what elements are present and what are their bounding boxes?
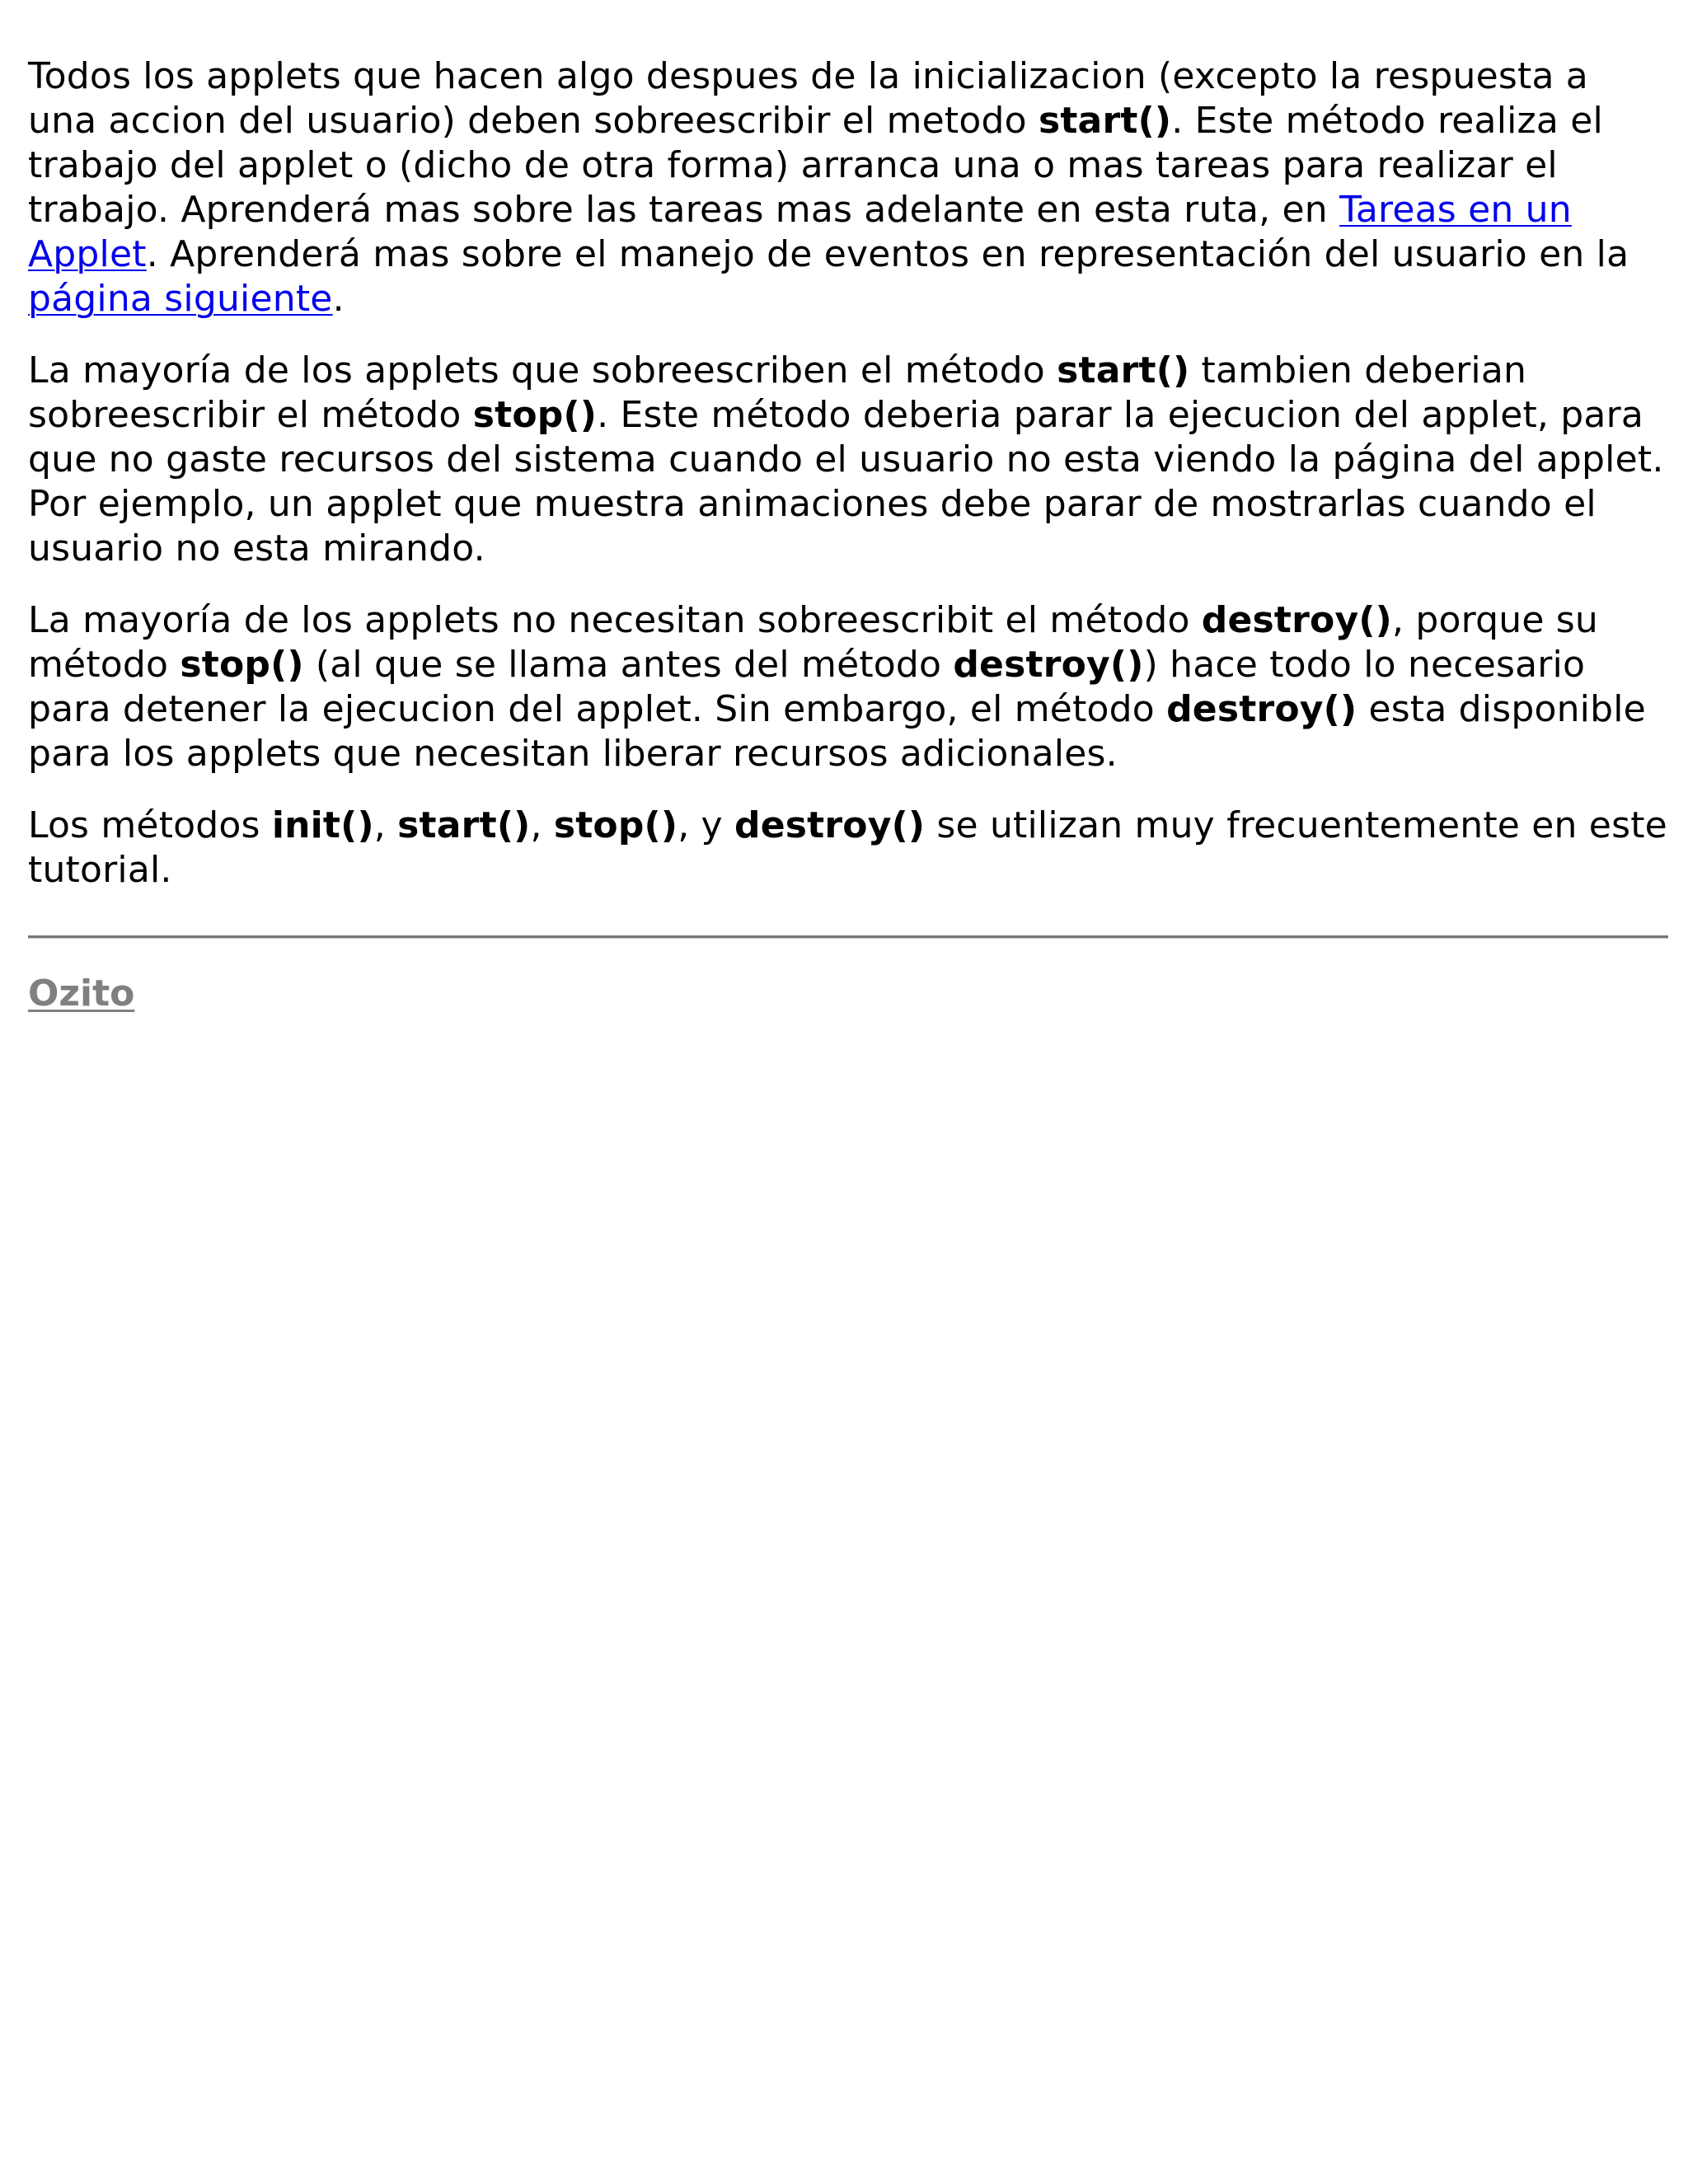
text: tambien deberian sobreescribir el método (28, 349, 1527, 436)
text: , porque su método (28, 599, 1598, 686)
code-destroy: destroy() (734, 804, 926, 846)
text: , (373, 804, 398, 846)
text: La mayoría de los applets no necesitan sobreescribit el método (28, 599, 1202, 641)
text: . (332, 278, 345, 320)
code-destroy: destroy() (1166, 688, 1357, 730)
code-start: start() (1038, 100, 1172, 142)
text: ) hace todo lo necesario para detener la ejecucion del applet. Sin embargo, el método (28, 644, 1586, 730)
paragraph-stop-method (28, 349, 1668, 571)
code-init: init() (271, 804, 374, 846)
code-stop: stop() (180, 644, 304, 686)
document-body (28, 54, 1668, 1016)
ozito-link[interactable]: Ozito (28, 972, 135, 1015)
text: . Este método realiza el trabajo del applet o (dicho de otra forma) arranca una o mas tareas para realizar el trabajo. Aprenderá mas sobre las tareas mas adelante en esta ruta, en (28, 100, 1603, 231)
text: se utilizan muy frecuentemente en este tutorial. (28, 804, 1667, 891)
text: Los métodos (28, 804, 272, 846)
text: Todos los applets que hacen algo despues de la inicializacion (excepto la respuesta a una accion del usuario) deben sobreescribir el metodo (28, 55, 1588, 142)
horizontal-rule (28, 935, 1668, 939)
code-stop: stop() (472, 394, 598, 436)
text: , (530, 804, 554, 846)
paragraph-destroy-method (28, 598, 1668, 776)
code-start: start() (397, 804, 531, 846)
code-destroy: destroy() (953, 644, 1144, 686)
text: . Aprenderá mas sobre el manejo de eventos en representación del usuario en la (146, 233, 1629, 275)
paragraph-methods-summary (28, 804, 1668, 893)
text: esta disponible para los applets que necesitan liberar recursos adicionales. (28, 688, 1646, 775)
code-destroy: destroy() (1201, 599, 1392, 641)
pagina-siguiente-link[interactable]: página siguiente (28, 278, 333, 320)
tareas-applet-link[interactable]: Tareas en un Applet (28, 189, 1572, 275)
text: . Este método deberia parar la ejecucion del applet, para que no gaste recursos del sistema cuando el usuario no esta viendo la página del applet. Por ejemplo, un applet que muestra animaciones debe parar de mostrarlas cuando el usuario no esta mirando. (28, 394, 1664, 569)
text: (al que se llama antes del método (303, 644, 954, 686)
paragraph-start-method (28, 54, 1668, 321)
code-start: start() (1057, 349, 1190, 391)
code-stop: stop() (553, 804, 678, 846)
text: La mayoría de los applets que sobreescriben el método (28, 349, 1057, 391)
text: , y (678, 804, 734, 846)
